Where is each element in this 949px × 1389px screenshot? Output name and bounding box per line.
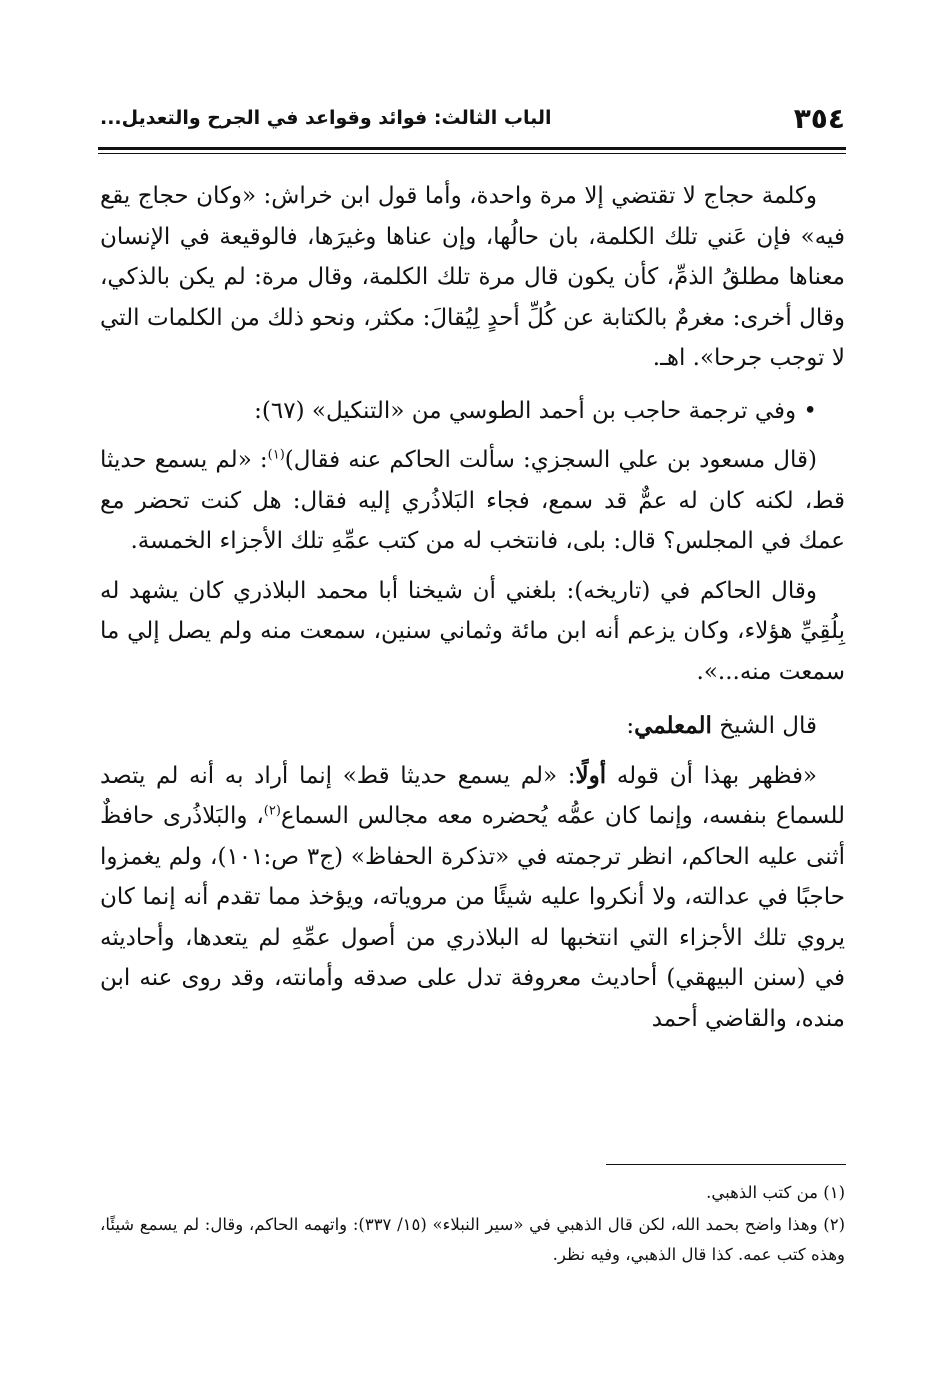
- subheading-name: المعلمي: [634, 712, 712, 739]
- page-header: [100, 96, 845, 140]
- paragraph-2-end: : «لم يسمع حديثا قط، لكنه كان له عمٌّ قد سمع، فجاء البَلاذُري إليه فقال: هل كنت تحضر مع عمك في المجلس؟ قال: بلى، فانتخب له من كتب عمِّهِ تلك الأجزاء الخمسة.: [100, 447, 845, 554]
- footnote-separator: [606, 1164, 846, 1165]
- subheading: [100, 706, 845, 747]
- paragraph-3: وقال الحاكم في (تاريخه): بلغني أن شيخنا أبا محمد البلاذري كان يشهد له بِلُقِيِّ هؤلاء، وكان يزعم أنه ابن مائة وثماني سنين، سمعت منه ولم يصل إلي ما سمعت منه...».: [100, 577, 845, 685]
- paragraph-4-b: : «لم يسمع حديثا قط» إنما أراد به أنه لم يتصد للسماع بنفسه، وإنما كان عمُّه يُحضره معه مجالس السماع: [100, 762, 845, 829]
- paragraph-1: وكلمة حجاج لا تقتضي إلا مرة واحدة، وأما قول ابن خراش: «وكان حجاج يقع فيه» فإن عَني تلك الكلمة، بان حالُها، وإن عناها وغيرَها، فالوقيعة في الإنسان معناها مطلقُ الذمِّ، كأن يكون قال مرة تلك الكلمة، وقال مرة: لم يكن بالذكي، وقال أخرى: مغرمٌ بالكتابة عن كُلِّ أحدٍ لِيُقالَ: مكثر، ونحو ذلك من الكلمات التي لا توجب جرحا». اهـ.: [100, 183, 845, 371]
- paragraph-2: [100, 440, 845, 562]
- footnote-ref-1[interactable]: (١): [267, 447, 285, 463]
- footnote-1: (١) من كتب الذهبي.: [706, 1183, 845, 1202]
- paragraph-4-c: ، والبَلاذُرى حافظٌ أثنى عليه الحاكم، انظر ترجمته في «تذكرة الحفاظ» (ج٣ ص:١٠١)، ولم يغمزوا حاجبًا في عدالته، ولا أنكروا عليه شيئًا من مروياته، ويؤخذ مما تقدم أنه إنما كان يروي تلك الأجزاء التي انتخبها له البلاذري من أصول عمِّهِ لم يتعدها، وأحاديثه في (سنن البيهقي) أحاديث معروفة تدل على صدقه وأمانته، وقد روى عنه ابن منده، والقاضي أحمد: [100, 803, 845, 1032]
- footnotes: [100, 1178, 845, 1270]
- subheading-suffix: :: [626, 713, 635, 739]
- main-text: [100, 176, 845, 1039]
- paragraph-4: [100, 756, 845, 1040]
- header-rule-thick: [98, 147, 846, 150]
- page-number: ٣٥٤: [793, 101, 845, 135]
- paragraph-4-a: «فظهر بهذا أن قوله: [616, 762, 818, 789]
- header-rule-thin: [98, 153, 846, 154]
- subheading-prefix: قال الشيخ: [719, 713, 817, 739]
- paragraph-2-start: (قال مسعود بن علي السجزي: سألت الحاكم عنه فقال): [284, 447, 817, 473]
- paragraph-4-awwalan: أولًا: [575, 761, 607, 789]
- bullet-item: • وفي ترجمة حاجب بن أحمد الطوسي من «التنكيل» (٦٧):: [254, 397, 817, 424]
- footnote-2: (٢) وهذا واضح بحمد الله، لكن قال الذهبي في «سير النبلاء» (١٥/ ٣٣٧): واتهمه الحاكم، وقال: لم يسمع شيئًا، وهذه كتب عمه. كذا قال الذهبي، وفيه نظر.: [100, 1215, 845, 1264]
- footnote-ref-2[interactable]: (٢): [263, 803, 281, 819]
- running-head: الباب الثالث: فوائد وقواعد في الجرح والتعديل...: [100, 107, 552, 129]
